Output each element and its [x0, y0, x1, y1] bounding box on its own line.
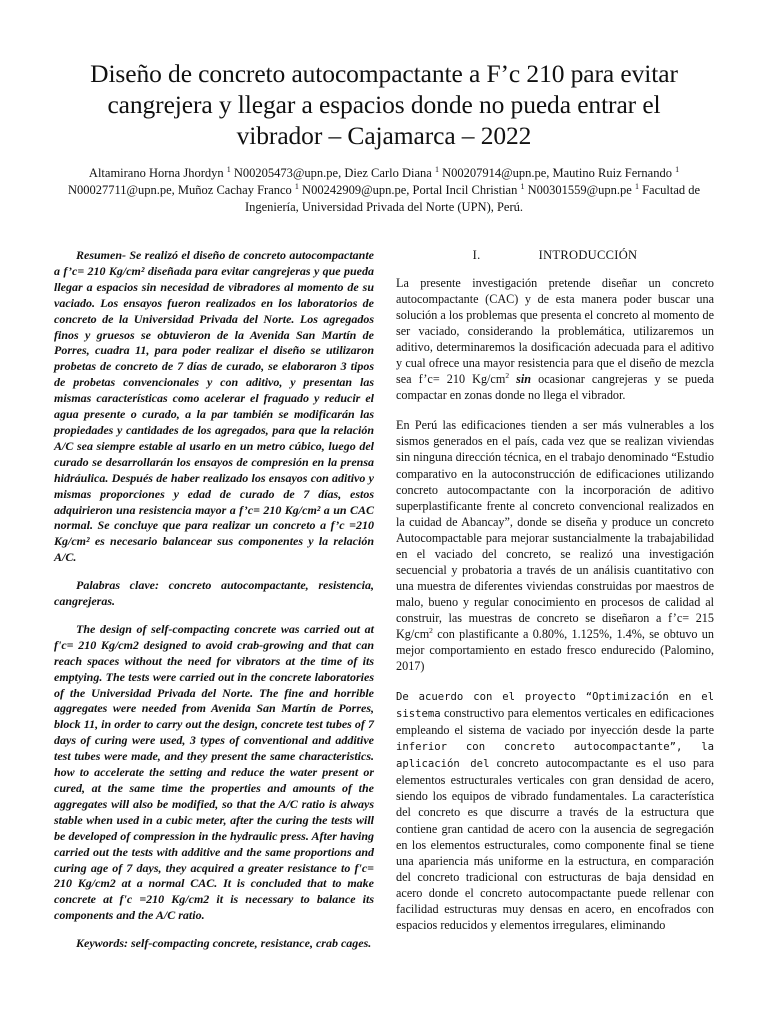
- author-text: N00205473@upn.pe, Diez Carlo Diana: [230, 166, 435, 180]
- superscript: 2: [505, 371, 510, 381]
- affiliation-mark: 1: [675, 164, 680, 174]
- author-text: N00242909@upn.pe, Portal Incil Christian: [298, 183, 521, 197]
- paragraph-text: constructivo para elementos verticales en edificaciones empleando el sistema de vaciado por inyección desde la parte: [396, 706, 714, 738]
- affiliation-mark: 1: [520, 181, 525, 191]
- intro-paragraph-2: [396, 417, 714, 674]
- paragraph-text: concreto autocompactante es el uso para elementos estructurales verticales con gran densidad de acero, siendo los equipos de vibrado fundamentales. La característica del concreto es que discurre a través de la estructura que contiene gran cantidad de acero con la ausencia de segregación en los elementos estructurales, como componente final se tiene una apariencia más uniforme en la estructura, en comparación del concreto tradicional con estructuras de baja densidad en acero donde el concreto autocompactante puede rellenar con facilidad estructuras muy densas en acero, en encofrados con espacios reducidos y elementos irregulares, eliminando: [396, 756, 714, 932]
- abstract-keywords: Keywords: self-compacting concrete, resistance, crab cages.: [76, 936, 372, 951]
- paragraph-text: De acuerdo con el proyecto “Optimización en el sistema: [396, 691, 714, 721]
- section-heading: [396, 248, 714, 263]
- paragraph-text: inferior con concreto autocompactante”, la aplicación del: [396, 741, 714, 771]
- affiliation-mark: 1: [226, 164, 231, 174]
- superscript: 2: [429, 625, 433, 635]
- affiliation-mark: 1: [434, 164, 439, 174]
- intro-paragraph-3: [396, 688, 714, 933]
- abstract-palabras-clave: Palabras clave: concreto autocompactante, resistencia, cangrejeras.: [54, 578, 374, 609]
- paper-title: Diseño de concreto autocompactante a F’c 210 para evitar cangrejera y llegar a espacios donde no pueda entrar el vibrador – Cajamarca – 2022: [90, 59, 678, 150]
- affiliation-mark: 1: [634, 181, 639, 191]
- affiliation-text: Facultad de: [638, 183, 701, 197]
- paragraph-text: ocasionar cangrejeras y se pueda compactar en zonas donde no llega el vibrador.: [396, 372, 714, 403]
- emphasis-sin: sin: [516, 372, 532, 387]
- abstract-column: [54, 234, 374, 964]
- paragraph-text: La presente investigación pretende diseñar un concreto autocompactante (CAC) y de esta manera poder buscar una solución a los problemas que presenta el concreto al momento de ser vaciado, considerando la problemática, utilizaremos un aditivo, determinaremos la dosificación adecuada para el aditivo y cual ofrece una mayor resistencia para que el diseño de mezcla sea f’c= 210 Kg/cm: [396, 276, 714, 387]
- author-text: Altamirano Horna Jhordyn: [88, 166, 227, 180]
- two-column-body: [54, 234, 714, 964]
- paragraph-text: En Perú las edificaciones tienden a ser más vulnerables a los sismos generados en el país, cada vez que se realizan viviendas sin ninguna dirección técnica, en el trabajo denominado “Estudio comparativo en la autoconstrucción de edificaciones utilizando concreto autocompactante con la incorporación de aditivo superplastificante frente al concreto convencional realizados en la cuidad de Abancay”, donde se diseña y produce un concreto Autocompactable para mejorar sustancialmente la trabajabilidad en el vaciado del concreto, se realizó una investigación secuencial y probatoria a través de un análisis cuantitativo con una muestra de diferentes viviendas construidas por maestros de malo, bueno y regular conocimiento en procesos de calidad al construir, las muestras de concreto se diseñaron a f’c= 215 Kg/cm: [396, 418, 714, 641]
- affiliation-text: Ingeniería, Universidad Privada del Norte (UPN), Perú.: [244, 200, 524, 214]
- affiliation-mark: 1: [294, 181, 299, 191]
- section-number: I.: [472, 248, 481, 262]
- section-title: INTRODUCCIÓN: [538, 248, 638, 262]
- intro-paragraph-1: [396, 275, 714, 403]
- abstract-english: The design of self-compacting concrete was carried out at f'c= 210 Kg/cm2 designed to avoid crab-growing and that can reach spaces without the need for vibrators at the time of its emptying. The tests were carried out in the concrete laboratories of the Universidad Privada del Norte. The fine and horrible aggregates were needed from Avenida San Martín de Porres, block 11, in order to carry out the design, concrete test tubes of 7 days of curing were used, 3 types of conventional and additive test tubes were made, and they present the same characteristics. how to accelerate the setting and reduce the water present or cured, at the same time the properties and amounts of the aggregates will also be modified, so that the A/C ratio is always stable when used in a cubic meter, after the curing the tests will be developed of compression in the hydraulic press. After having carried out the tests with additive and the same proportions and curing age of 7 days, they acquired a greater resistance to f'c= 210 Kg/cm2 at a normal CAC. It is concluded that to make concrete at f'c =210 Kg/cm2 it is necessary to balance its components and the A/C ratio.: [54, 621, 374, 923]
- author-text: N00027711@upn.pe, Muñoz Cachay Franco: [67, 183, 295, 197]
- author-text: N00301559@upn.pe: [524, 183, 635, 197]
- paragraph-text: con plastificante a 0.80%, 1.125%, 1.4%, se obtuvo un mejor comportamiento en estado fresco endurecido (Palomino, 2017): [396, 626, 714, 674]
- author-text: N00207914@upn.pe, Mautino Ruiz Fernando: [438, 166, 676, 180]
- author-list: [58, 165, 710, 216]
- introduction-column: [396, 234, 714, 964]
- abstract-resumen: Resumen- Se realizó el diseño de concreto autocompactante a f’c= 210 Kg/cm² diseñada para evitar cangrejeras y que pueda llegar a espacios sin necesidad de vibradores al momento de su vaciado. Los ensayos fueron realizados en los laboratorios de concreto de la Universidad Privada del Norte. Los agregados finos y gruesos se obtuvieron de la Avenida San Martín de Porres, cuadra 11, para poder realizar el diseño se utilizaron probetas de concreto de 7 días de curado, se elaboraron 3 tipos de probetas convencionales y con aditivo, y presentan las mismas características como acelerar el fraguado y reducir el agua presente o curado, a la par también se modificarán las propiedades y cantidades de los agregados, para que la relación A/C sea siempre estable al usarlo en un metro cúbico, luego del curado se desarrollarán los ensayos de compresión en la prensa hidráulica. Después de haber realizado los ensayos con aditivo y mismas proporciones y edad de curado de 7 días, estos adquirieron una resistencia mayor a f’c= 210 Kg/cm² a un CAC normal. Se concluye que para realizar un concreto a f’c =210 Kg/cm² es necesario balancear sus componentes y la relación A/C.: [54, 248, 374, 565]
